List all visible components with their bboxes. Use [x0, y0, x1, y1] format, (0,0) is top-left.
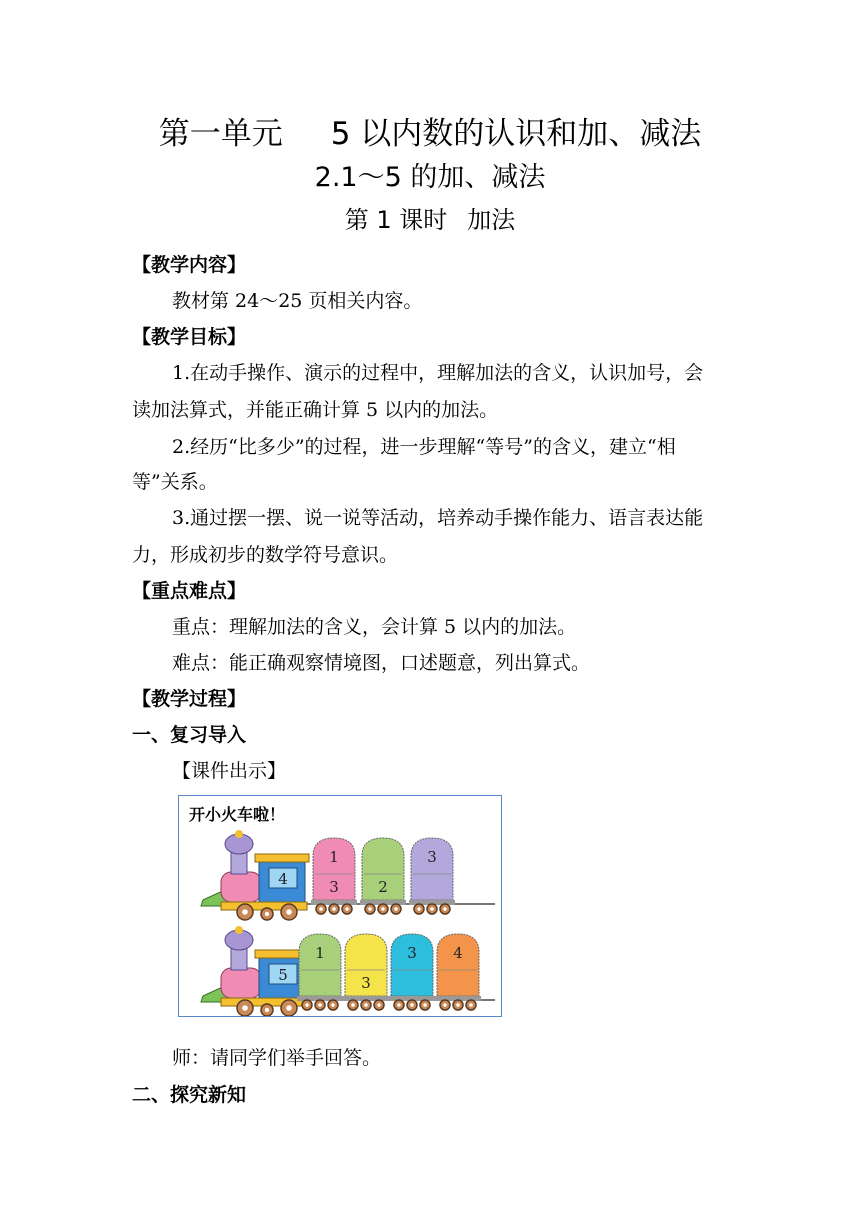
- wheel-hub: [443, 1003, 447, 1007]
- train-2-car-2: [343, 934, 389, 1010]
- wheel-hub: [345, 907, 349, 911]
- unit-topic: 5 以内数的认识和加、减法: [330, 116, 702, 152]
- process-heading: 【教学过程】: [132, 688, 247, 710]
- train-1-car-3: [409, 838, 455, 914]
- key-heading: 【重点难点】: [132, 580, 247, 602]
- wheel-hub: [265, 1008, 269, 1012]
- wheel-hub: [265, 912, 269, 916]
- stack-knob: [235, 926, 243, 934]
- content-text: 教材第 24～25 页相关内容。: [172, 290, 423, 312]
- car-bottom-number: 3: [329, 878, 339, 896]
- wheel-hub: [456, 1003, 460, 1007]
- courseware-label: 【课件出示】: [172, 760, 287, 782]
- train-2-car-1: [297, 934, 343, 1010]
- train-1-car-2: [360, 838, 406, 914]
- wheel-hub: [331, 1003, 335, 1007]
- content-heading: 【教学内容】: [132, 254, 247, 276]
- goal2-line1: 2.经历“比多少”的过程，进一步理解“等号”的含义，建立“相: [172, 436, 676, 458]
- stack-knob: [235, 830, 243, 838]
- wheel-hub: [286, 1005, 292, 1011]
- lesson-name: 加法: [467, 206, 516, 234]
- wheel-hub: [364, 1003, 368, 1007]
- key-point: 重点：理解加法的含义，会计算 5 以内的加法。: [172, 616, 577, 638]
- unit-title: [0, 108, 860, 153]
- teacher-line: 师：请同学们举手回答。: [172, 1047, 382, 1069]
- smoke-stack: [231, 852, 247, 874]
- lesson-number: 第 1 课时: [344, 206, 448, 234]
- wheel-hub: [242, 909, 248, 915]
- train-2-engine: [201, 926, 309, 1016]
- engine-number: 5: [278, 966, 288, 984]
- step1-heading: 一、复习导入: [132, 724, 247, 746]
- goals-heading: 【教学目标】: [132, 326, 247, 348]
- wheel-hub: [318, 1003, 322, 1007]
- goal1-line2: 读加法算式，并能正确计算 5 以内的加法。: [132, 399, 499, 421]
- train-2-car-3: [389, 934, 435, 1010]
- wheel-hub: [351, 1003, 355, 1007]
- section-title: 2.1～5 的加、减法: [314, 162, 546, 193]
- wheel-hub: [397, 1003, 401, 1007]
- difficult-point: 难点：能正确观察情境图，口述题意，列出算式。: [172, 652, 591, 674]
- car-bottom-number: 3: [361, 974, 371, 992]
- wheel-hub: [381, 907, 385, 911]
- car-top-number: 3: [407, 944, 417, 962]
- wheel-hub: [394, 907, 398, 911]
- smoke-stack: [231, 948, 247, 970]
- wheel-hub: [368, 907, 372, 911]
- figure-title: 开小火车啦！: [189, 805, 286, 824]
- step2-heading: 二、探究新知: [132, 1084, 247, 1106]
- boiler: [221, 968, 261, 998]
- wheel-hub: [443, 907, 447, 911]
- wheel-hub: [377, 1003, 381, 1007]
- train-1-engine: [201, 830, 309, 920]
- goal3-line1: 3.通过摆一摆、说一说等活动，培养动手操作能力、语言表达能: [172, 507, 704, 529]
- train-figure: [178, 795, 502, 1017]
- cab-roof: [255, 854, 309, 862]
- unit-label: 第一单元: [158, 116, 283, 152]
- car-top-number: 1: [329, 848, 339, 866]
- wheel-hub: [286, 909, 292, 915]
- train-1-car-1: [311, 838, 357, 914]
- wheel-hub: [469, 1003, 473, 1007]
- car-top-number: 3: [427, 848, 437, 866]
- car-bottom-number: 2: [378, 878, 388, 896]
- goal1-line1: 1.在动手操作、演示的过程中，理解加法的含义，认识加号，会: [172, 362, 704, 384]
- wheel-hub: [242, 1005, 248, 1011]
- car-top-number: 4: [453, 944, 463, 962]
- wheel-hub: [417, 907, 421, 911]
- wheel-hub: [430, 907, 434, 911]
- goal3-line2: 力，形成初步的数学符号意识。: [132, 544, 399, 566]
- goal2-line2: 等”关系。: [132, 471, 218, 493]
- wheel-hub: [319, 907, 323, 911]
- boiler: [221, 872, 261, 902]
- car-top-number: 1: [315, 944, 325, 962]
- wheel-hub: [305, 1003, 309, 1007]
- engine-number: 4: [278, 870, 288, 888]
- wheel-hub: [423, 1003, 427, 1007]
- wheel-hub: [410, 1003, 414, 1007]
- trains-illustration: [179, 796, 501, 1016]
- lesson-title: [0, 200, 860, 235]
- wheel-hub: [332, 907, 336, 911]
- train-2-car-4: [435, 934, 481, 1010]
